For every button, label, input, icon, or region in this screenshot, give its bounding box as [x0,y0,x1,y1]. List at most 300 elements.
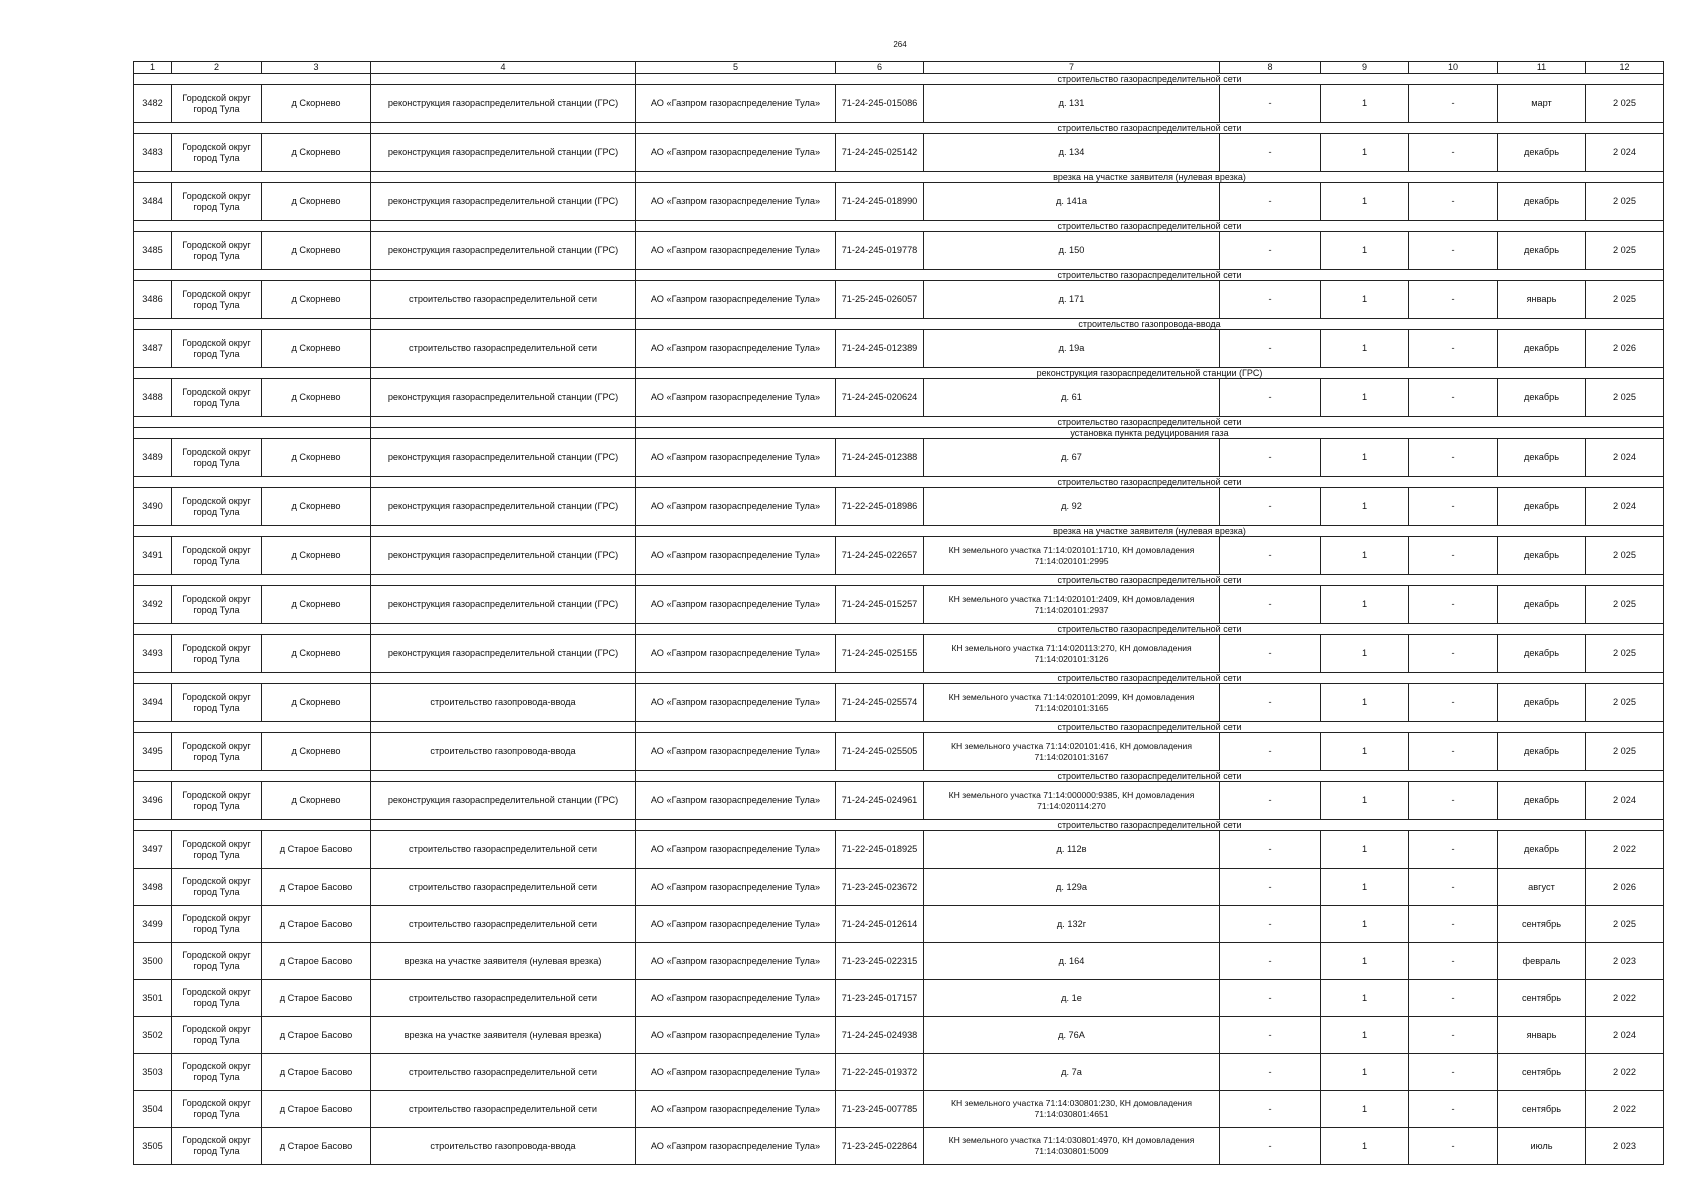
village-cell: д Скорнево [262,537,371,575]
address-cell: д. 61 [924,379,1220,417]
col8-cell: - [1220,906,1321,943]
note-row [134,417,1664,428]
column-header: 4 [371,62,636,74]
application-code-cell: 71-23-245-022864 [836,1128,924,1165]
note-text-cell: строительство газораспределительной сети [636,771,1664,782]
organization-cell: АО «Газпром газораспределение Тула» [636,232,836,270]
district-cell: Городской округ город Тула [172,906,262,943]
year-cell: 2 025 [1586,733,1664,771]
month-cell: декабрь [1498,733,1586,771]
note-spacer-cell [134,526,371,537]
village-cell: д Скорнево [262,85,371,123]
organization-cell: АО «Газпром газораспределение Тула» [636,1128,836,1165]
village-cell: д Скорнево [262,488,371,526]
col8-cell: - [1220,281,1321,319]
note-spacer-cell [134,771,371,782]
column-header: 6 [836,62,924,74]
col9-cell: 1 [1321,488,1409,526]
month-cell: декабрь [1498,831,1586,869]
organization-cell: АО «Газпром газораспределение Тула» [636,869,836,906]
col9-cell: 1 [1321,906,1409,943]
note-row [134,771,1664,782]
note-text-cell: строительство газораспределительной сети [636,575,1664,586]
work-type-cell: реконструкция газораспределительной станции (ГРС) [371,488,636,526]
table-row [134,488,1664,526]
address-cell: КН земельного участка 71:14:030801:230, КН домовладения 71:14:030801:4651 [924,1091,1220,1128]
work-type-cell: строительство газораспределительной сети [371,1091,636,1128]
column-header: 11 [1498,62,1586,74]
col9-cell: 1 [1321,782,1409,820]
application-code-cell: 71-24-245-022657 [836,537,924,575]
month-cell: декабрь [1498,232,1586,270]
note-spacer-cell [371,771,636,782]
column-header: 1 [134,62,172,74]
data-table [133,61,1664,1165]
table-row [134,831,1664,869]
note-text-cell: строительство газораспределительной сети [636,74,1664,85]
application-code-cell: 71-24-245-025574 [836,684,924,722]
address-cell: д. 19а [924,330,1220,368]
work-type-cell: врезка на участке заявителя (нулевая врезка) [371,943,636,980]
row-number-cell: 3490 [134,488,172,526]
note-text-cell: строительство газопровода-ввода [636,319,1664,330]
organization-cell: АО «Газпром газораспределение Тула» [636,782,836,820]
note-text-cell: реконструкция газораспределительной станции (ГРС) [636,368,1664,379]
month-cell: сентябрь [1498,1091,1586,1128]
year-cell: 2 025 [1586,586,1664,624]
note-spacer-cell [134,722,371,733]
table-row [134,980,1664,1017]
note-spacer-cell [371,820,636,831]
address-cell: д. 76А [924,1017,1220,1054]
organization-cell: АО «Газпром газораспределение Тула» [636,379,836,417]
table-row [134,85,1664,123]
col10-cell: - [1409,134,1498,172]
row-number-cell: 3492 [134,586,172,624]
table-row [134,537,1664,575]
village-cell: д Скорнево [262,183,371,221]
address-cell: КН земельного участка 71:14:020101:1710, КН домовладения 71:14:020101:2995 [924,537,1220,575]
application-code-cell: 71-23-245-022315 [836,943,924,980]
district-cell: Городской округ город Тула [172,869,262,906]
col9-cell: 1 [1321,134,1409,172]
note-spacer-cell [134,368,371,379]
village-cell: д Старое Басово [262,1054,371,1091]
row-number-cell: 3494 [134,684,172,722]
application-code-cell: 71-22-245-018986 [836,488,924,526]
year-cell: 2 025 [1586,906,1664,943]
address-cell: КН земельного участка 71:14:000000:9385, КН домовладения 71:14:020114:270 [924,782,1220,820]
col10-cell: - [1409,1017,1498,1054]
col10-cell: - [1409,488,1498,526]
column-header: 3 [262,62,371,74]
month-cell: декабрь [1498,439,1586,477]
district-cell: Городской округ город Тула [172,586,262,624]
col10-cell: - [1409,439,1498,477]
row-number-cell: 3486 [134,281,172,319]
year-cell: 2 024 [1586,1017,1664,1054]
organization-cell: АО «Газпром газораспределение Тула» [636,943,836,980]
organization-cell: АО «Газпром газораспределение Тула» [636,439,836,477]
note-row [134,221,1664,232]
col9-cell: 1 [1321,330,1409,368]
year-cell: 2 023 [1586,1128,1664,1165]
row-number-cell: 3487 [134,330,172,368]
village-cell: д Старое Басово [262,906,371,943]
row-number-cell: 3495 [134,733,172,771]
address-cell: КН земельного участка 71:14:020101:2099, КН домовладения 71:14:020101:3165 [924,684,1220,722]
month-cell: декабрь [1498,782,1586,820]
note-spacer-cell [371,624,636,635]
col10-cell: - [1409,1128,1498,1165]
year-cell: 2 025 [1586,537,1664,575]
district-cell: Городской округ город Тула [172,330,262,368]
table-row [134,684,1664,722]
col10-cell: - [1409,980,1498,1017]
col10-cell: - [1409,183,1498,221]
col9-cell: 1 [1321,635,1409,673]
row-number-cell: 3504 [134,1091,172,1128]
organization-cell: АО «Газпром газораспределение Тула» [636,635,836,673]
row-number-cell: 3482 [134,85,172,123]
district-cell: Городской округ город Тула [172,733,262,771]
col10-cell: - [1409,782,1498,820]
village-cell: д Старое Басово [262,1091,371,1128]
address-cell: д. 92 [924,488,1220,526]
col8-cell: - [1220,980,1321,1017]
col8-cell: - [1220,379,1321,417]
table-row [134,586,1664,624]
address-cell: д. 1е [924,980,1220,1017]
col10-cell: - [1409,635,1498,673]
column-header: 9 [1321,62,1409,74]
column-header: 8 [1220,62,1321,74]
note-spacer-cell [371,428,636,439]
col9-cell: 1 [1321,85,1409,123]
year-cell: 2 024 [1586,782,1664,820]
col9-cell: 1 [1321,831,1409,869]
col8-cell: - [1220,1128,1321,1165]
year-cell: 2 025 [1586,635,1664,673]
year-cell: 2 023 [1586,943,1664,980]
col9-cell: 1 [1321,1017,1409,1054]
row-number-cell: 3501 [134,980,172,1017]
col8-cell: - [1220,1017,1321,1054]
organization-cell: АО «Газпром газораспределение Тула» [636,1091,836,1128]
note-row [134,270,1664,281]
organization-cell: АО «Газпром газораспределение Тула» [636,85,836,123]
col9-cell: 1 [1321,684,1409,722]
district-cell: Городской округ город Тула [172,281,262,319]
col8-cell: - [1220,635,1321,673]
col10-cell: - [1409,943,1498,980]
col8-cell: - [1220,537,1321,575]
col9-cell: 1 [1321,183,1409,221]
table-row [134,281,1664,319]
address-cell: д. 7а [924,1054,1220,1091]
work-type-cell: строительство газораспределительной сети [371,906,636,943]
note-spacer-cell [134,74,371,85]
note-spacer-cell [134,575,371,586]
application-code-cell: 71-24-245-012388 [836,439,924,477]
col9-cell: 1 [1321,1054,1409,1091]
page-number: 264 [893,40,907,49]
organization-cell: АО «Газпром газораспределение Тула» [636,134,836,172]
month-cell: декабрь [1498,488,1586,526]
row-number-cell: 3497 [134,831,172,869]
organization-cell: АО «Газпром газораспределение Тула» [636,1017,836,1054]
work-type-cell: реконструкция газораспределительной станции (ГРС) [371,232,636,270]
village-cell: д Старое Басово [262,943,371,980]
year-cell: 2 022 [1586,980,1664,1017]
note-spacer-cell [371,123,636,134]
row-number-cell: 3485 [134,232,172,270]
col10-cell: - [1409,831,1498,869]
application-code-cell: 71-24-245-015257 [836,586,924,624]
table-row [134,782,1664,820]
col9-cell: 1 [1321,1128,1409,1165]
application-code-cell: 71-24-245-018990 [836,183,924,221]
month-cell: январь [1498,1017,1586,1054]
village-cell: д Скорнево [262,281,371,319]
row-number-cell: 3500 [134,943,172,980]
organization-cell: АО «Газпром газораспределение Тула» [636,488,836,526]
col9-cell: 1 [1321,1091,1409,1128]
month-cell: июль [1498,1128,1586,1165]
village-cell: д Скорнево [262,635,371,673]
note-spacer-cell [371,417,636,428]
work-type-cell: реконструкция газораспределительной станции (ГРС) [371,85,636,123]
col10-cell: - [1409,733,1498,771]
note-spacer-cell [134,123,371,134]
work-type-cell: строительство газопровода-ввода [371,733,636,771]
note-row [134,428,1664,439]
table-row [134,330,1664,368]
table-row [134,183,1664,221]
address-cell: д. 134 [924,134,1220,172]
col10-cell: - [1409,85,1498,123]
note-spacer-cell [134,820,371,831]
application-code-cell: 71-23-245-017157 [836,980,924,1017]
note-spacer-cell [371,673,636,684]
work-type-cell: реконструкция газораспределительной станции (ГРС) [371,183,636,221]
village-cell: д Старое Басово [262,869,371,906]
table-row [134,1017,1664,1054]
note-spacer-cell [134,319,371,330]
month-cell: декабрь [1498,379,1586,417]
district-cell: Городской округ город Тула [172,537,262,575]
note-row [134,624,1664,635]
year-cell: 2 025 [1586,183,1664,221]
note-spacer-cell [134,477,371,488]
col8-cell: - [1220,831,1321,869]
col9-cell: 1 [1321,537,1409,575]
note-spacer-cell [134,673,371,684]
row-number-cell: 3505 [134,1128,172,1165]
col10-cell: - [1409,330,1498,368]
note-spacer-cell [134,221,371,232]
work-type-cell: реконструкция газораспределительной станции (ГРС) [371,439,636,477]
col10-cell: - [1409,1054,1498,1091]
organization-cell: АО «Газпром газораспределение Тула» [636,1054,836,1091]
column-header: 12 [1586,62,1664,74]
village-cell: д Скорнево [262,684,371,722]
year-cell: 2 025 [1586,281,1664,319]
work-type-cell: строительство газораспределительной сети [371,831,636,869]
note-spacer-cell [134,270,371,281]
work-type-cell: строительство газораспределительной сети [371,980,636,1017]
note-text-cell: строительство газораспределительной сети [636,722,1664,733]
note-spacer-cell [134,417,371,428]
year-cell: 2 022 [1586,831,1664,869]
month-cell: декабрь [1498,134,1586,172]
month-cell: сентябрь [1498,1054,1586,1091]
col8-cell: - [1220,330,1321,368]
col10-cell: - [1409,586,1498,624]
note-row [134,526,1664,537]
col9-cell: 1 [1321,869,1409,906]
year-cell: 2 026 [1586,869,1664,906]
month-cell: декабрь [1498,183,1586,221]
address-cell: д. 164 [924,943,1220,980]
note-spacer-cell [371,722,636,733]
note-text-cell: строительство газораспределительной сети [636,221,1664,232]
column-header: 7 [924,62,1220,74]
col10-cell: - [1409,906,1498,943]
district-cell: Городской округ город Тула [172,635,262,673]
row-number-cell: 3496 [134,782,172,820]
year-cell: 2 025 [1586,85,1664,123]
work-type-cell: строительство газораспределительной сети [371,1054,636,1091]
work-type-cell: реконструкция газораспределительной станции (ГРС) [371,635,636,673]
year-cell: 2 025 [1586,232,1664,270]
note-row [134,673,1664,684]
application-code-cell: 71-23-245-023672 [836,869,924,906]
note-row [134,74,1664,85]
organization-cell: АО «Газпром газораспределение Тула» [636,537,836,575]
work-type-cell: реконструкция газораспределительной станции (ГРС) [371,379,636,417]
col10-cell: - [1409,232,1498,270]
district-cell: Городской округ город Тула [172,782,262,820]
application-code-cell: 71-24-245-025155 [836,635,924,673]
note-row [134,820,1664,831]
district-cell: Городской округ город Тула [172,943,262,980]
row-number-cell: 3484 [134,183,172,221]
note-text-cell: строительство газораспределительной сети [636,624,1664,635]
col10-cell: - [1409,379,1498,417]
col8-cell: - [1220,733,1321,771]
district-cell: Городской округ город Тула [172,85,262,123]
work-type-cell: реконструкция газораспределительной станции (ГРС) [371,782,636,820]
work-type-cell: реконструкция газораспределительной станции (ГРС) [371,537,636,575]
district-cell: Городской округ город Тула [172,183,262,221]
address-cell: д. 141а [924,183,1220,221]
application-code-cell: 71-24-245-012614 [836,906,924,943]
col10-cell: - [1409,1091,1498,1128]
village-cell: д Старое Басово [262,1128,371,1165]
organization-cell: АО «Газпром газораспределение Тула» [636,586,836,624]
application-code-cell: 71-23-245-007785 [836,1091,924,1128]
year-cell: 2 022 [1586,1054,1664,1091]
note-row [134,575,1664,586]
row-number-cell: 3491 [134,537,172,575]
district-cell: Городской округ город Тула [172,1091,262,1128]
organization-cell: АО «Газпром газораспределение Тула» [636,183,836,221]
address-cell: д. 112в [924,831,1220,869]
table-body [134,74,1664,1165]
district-cell: Городской округ город Тула [172,134,262,172]
col8-cell: - [1220,1054,1321,1091]
application-code-cell: 71-24-245-012389 [836,330,924,368]
col10-cell: - [1409,869,1498,906]
application-code-cell: 71-22-245-018925 [836,831,924,869]
col8-cell: - [1220,943,1321,980]
address-cell: КН земельного участка 71:14:020101:2409, КН домовладения 71:14:020101:2937 [924,586,1220,624]
village-cell: д Скорнево [262,232,371,270]
district-cell: Городской округ город Тула [172,232,262,270]
district-cell: Городской округ город Тула [172,1017,262,1054]
month-cell: декабрь [1498,635,1586,673]
table-row [134,635,1664,673]
note-spacer-cell [371,477,636,488]
col9-cell: 1 [1321,733,1409,771]
col10-cell: - [1409,537,1498,575]
district-cell: Городской округ город Тула [172,488,262,526]
month-cell: февраль [1498,943,1586,980]
note-text-cell: установка пункта редуцирования газа [636,428,1664,439]
note-spacer-cell [134,172,371,183]
application-code-cell: 71-24-245-025505 [836,733,924,771]
note-text-cell: врезка на участке заявителя (нулевая врезка) [636,526,1664,537]
address-cell: д. 132г [924,906,1220,943]
col10-cell: - [1409,281,1498,319]
column-header: 2 [172,62,262,74]
district-cell: Городской округ город Тула [172,439,262,477]
month-cell: декабрь [1498,684,1586,722]
note-spacer-cell [371,74,636,85]
note-text-cell: строительство газораспределительной сети [636,477,1664,488]
col8-cell: - [1220,488,1321,526]
work-type-cell: строительство газопровода-ввода [371,1128,636,1165]
address-cell: КН земельного участка 71:14:020101:416, КН домовладения 71:14:020101:3167 [924,733,1220,771]
column-header: 5 [636,62,836,74]
note-spacer-cell [134,624,371,635]
application-code-cell: 71-24-245-024938 [836,1017,924,1054]
note-row [134,172,1664,183]
row-number-cell: 3498 [134,869,172,906]
col8-cell: - [1220,232,1321,270]
work-type-cell: врезка на участке заявителя (нулевая врезка) [371,1017,636,1054]
work-type-cell: строительство газопровода-ввода [371,684,636,722]
year-cell: 2 024 [1586,439,1664,477]
address-cell: д. 67 [924,439,1220,477]
note-text-cell: врезка на участке заявителя (нулевая врезка) [636,172,1664,183]
organization-cell: АО «Газпром газораспределение Тула» [636,330,836,368]
address-cell: КН земельного участка 71:14:030801:4970, КН домовладения 71:14:030801:5009 [924,1128,1220,1165]
row-number-cell: 3493 [134,635,172,673]
row-number-cell: 3483 [134,134,172,172]
row-number-cell: 3488 [134,379,172,417]
note-spacer-cell [371,221,636,232]
col9-cell: 1 [1321,439,1409,477]
table-row [134,1091,1664,1128]
header-row [134,62,1664,74]
district-cell: Городской округ город Тула [172,1128,262,1165]
col8-cell: - [1220,85,1321,123]
organization-cell: АО «Газпром газораспределение Тула» [636,281,836,319]
col9-cell: 1 [1321,586,1409,624]
col9-cell: 1 [1321,281,1409,319]
